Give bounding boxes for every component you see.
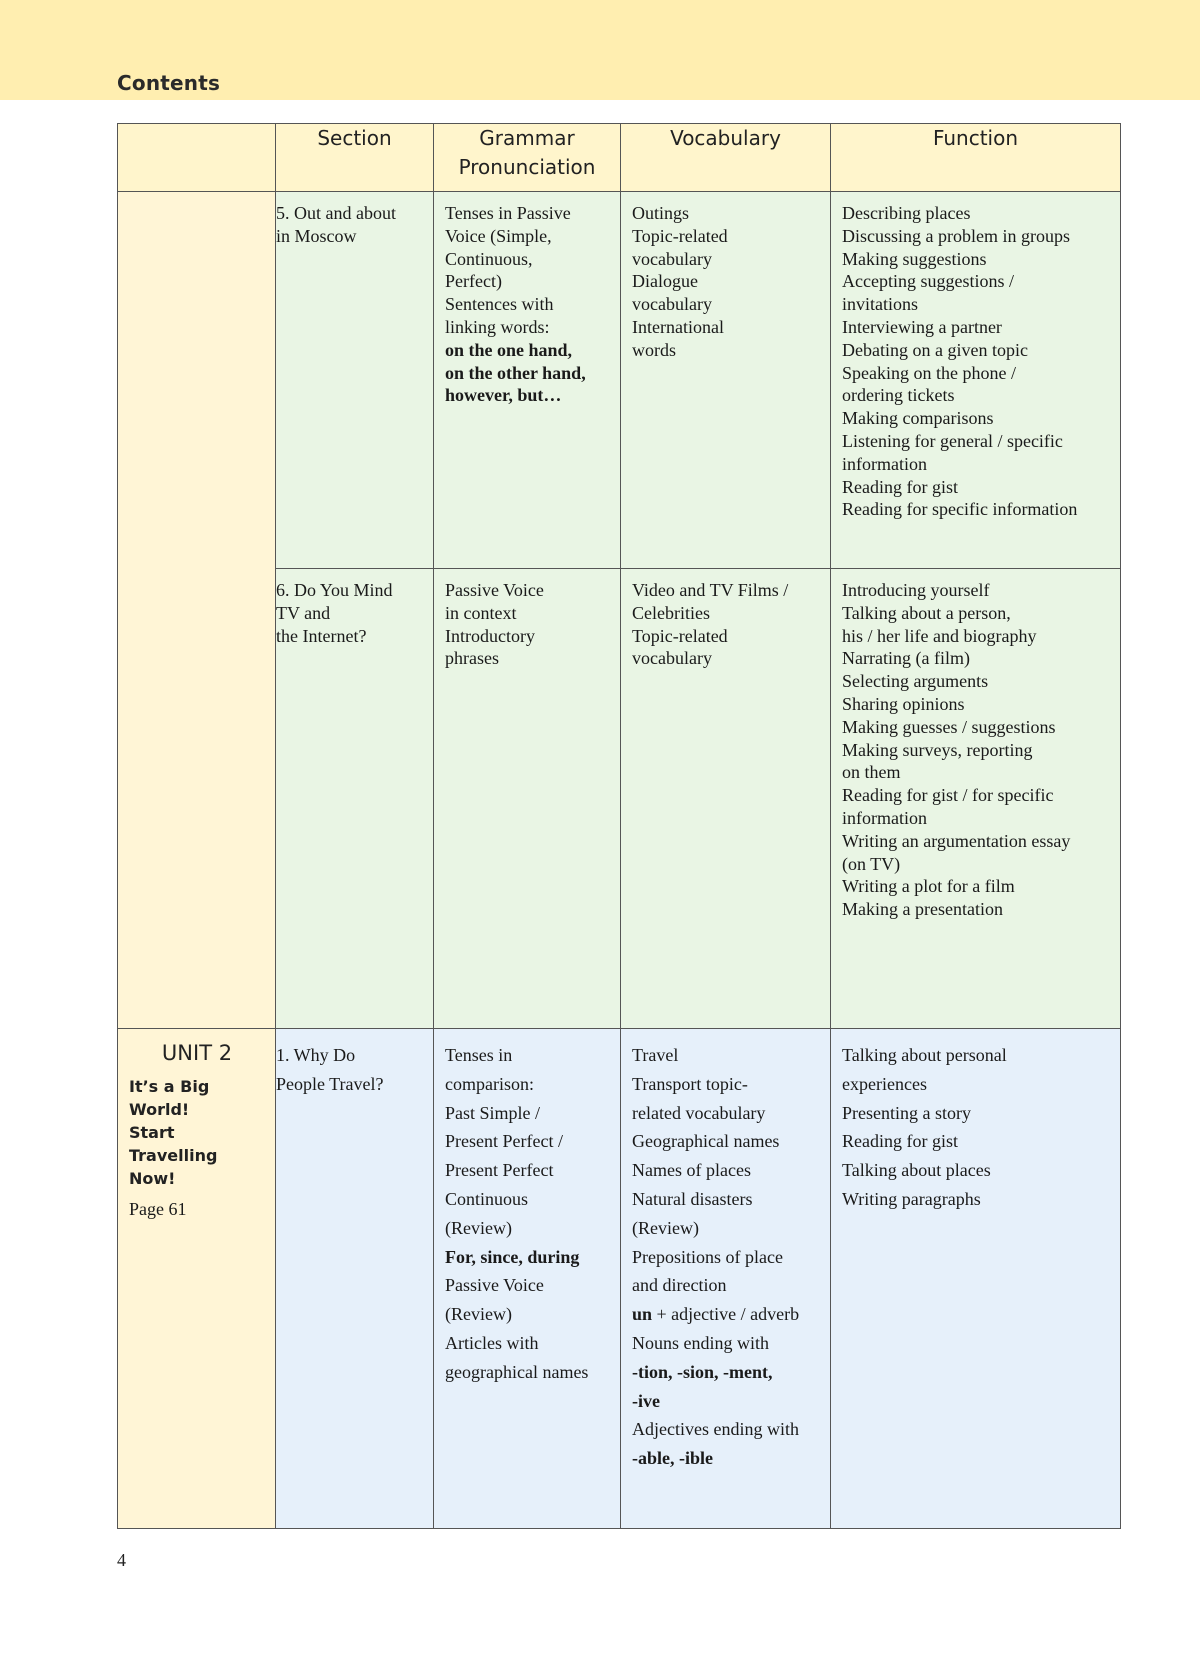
function-line: Listening for general / specific: [842, 430, 1063, 451]
column-header-section: Section: [276, 124, 434, 192]
grammar-line: Passive Voice: [445, 1275, 544, 1296]
vocabulary-line: [632, 1300, 820, 1329]
function-line: Presenting a story: [842, 1102, 971, 1123]
function-line: Writing an argumentation essay: [842, 830, 1071, 851]
function-line: Accepting suggestions /: [842, 271, 1014, 292]
vocabulary-line: Topic-related: [632, 225, 728, 246]
grammar-line: Continuous: [445, 1188, 529, 1209]
function-cell: [831, 192, 1121, 569]
vocabulary-line: vocabulary: [632, 248, 712, 269]
grammar-line: Continuous,: [445, 248, 533, 269]
vocabulary-line: Video and TV Films /: [632, 580, 789, 600]
vocabulary-line: Dialogue: [632, 271, 698, 292]
grammar-cell: [434, 1029, 621, 1529]
vocabulary-cell: [621, 569, 831, 1029]
column-header-function: Function: [831, 124, 1121, 192]
function-line: experiences: [842, 1073, 927, 1094]
page-header-title: Contents: [117, 71, 221, 95]
function-line: on them: [842, 762, 901, 783]
table-row: [118, 192, 1121, 569]
vocabulary-line-part: + adjective / adverb: [652, 1304, 800, 1325]
page-number: 4: [117, 1550, 126, 1570]
grammar-line: Present Perfect /: [445, 1131, 563, 1152]
function-line: Introducing yourself: [842, 580, 990, 600]
unit-subtitle: [129, 1075, 265, 1190]
function-line: Making a presentation: [842, 899, 1003, 920]
vocabulary-cell: [621, 192, 831, 569]
grammar-line: Introductory: [445, 625, 535, 646]
grammar-line: on the one hand,: [445, 339, 573, 360]
vocabulary-cell: [621, 1029, 831, 1529]
vocabulary-line: -tion, -sion, -ment,: [632, 1361, 773, 1382]
function-line: Writing a plot for a film: [842, 876, 1015, 897]
section-cell: [276, 192, 434, 569]
vocabulary-line: Adjectives ending with: [632, 1419, 799, 1440]
vocabulary-line: -ive: [632, 1390, 660, 1411]
grammar-line: Perfect): [445, 271, 502, 292]
function-line: Making suggestions: [842, 248, 987, 269]
function-line: Narrating (a film): [842, 648, 970, 669]
function-cell: [831, 569, 1121, 1029]
function-line: Speaking on the phone /: [842, 362, 1016, 383]
function-line: Talking about personal: [842, 1045, 1007, 1065]
vocabulary-line: Transport topic-: [632, 1073, 748, 1094]
function-line: his / her life and biography: [842, 625, 1037, 646]
function-line: Making comparisons: [842, 408, 994, 429]
grammar-line: Tenses in: [445, 1045, 513, 1065]
function-line: Talking about places: [842, 1160, 991, 1181]
grammar-line: (Review): [445, 1217, 512, 1238]
vocabulary-line: and direction: [632, 1275, 727, 1296]
column-header-grammar-line: Grammar: [479, 126, 575, 150]
column-header-vocabulary: Vocabulary: [621, 124, 831, 192]
grammar-line: Voice (Simple,: [445, 225, 552, 246]
section-line: in Moscow: [276, 225, 357, 246]
function-line: ordering tickets: [842, 385, 955, 406]
vocabulary-line: Outings: [632, 203, 690, 223]
vocabulary-line: Travel: [632, 1045, 679, 1065]
section-line: 6. Do You Mind: [276, 580, 393, 600]
table-row: [118, 1029, 1121, 1529]
function-line: Writing paragraphs: [842, 1188, 981, 1209]
unit2-cell: [118, 1029, 276, 1529]
unit-subtitle-line: Start Travelling: [129, 1123, 218, 1165]
function-line: information: [842, 807, 927, 828]
column-header-pronunciation-line: Pronunciation: [458, 155, 596, 179]
column-header-grammar: [434, 124, 621, 192]
grammar-line: Past Simple /: [445, 1102, 541, 1123]
function-line: Reading for gist / for specific: [842, 785, 1054, 806]
grammar-cell: [434, 569, 621, 1029]
grammar-line: Tenses in Passive: [445, 203, 571, 223]
vocabulary-line: Nouns ending with: [632, 1332, 769, 1353]
vocabulary-line-part: un: [632, 1304, 653, 1325]
function-cell: [831, 1029, 1121, 1529]
grammar-line: (Review): [445, 1304, 512, 1325]
function-line: information: [842, 453, 927, 474]
section-cell: [276, 569, 434, 1029]
grammar-line: linking words:: [445, 316, 550, 337]
grammar-line: Present Perfect: [445, 1160, 554, 1181]
vocabulary-line: vocabulary: [632, 294, 712, 315]
grammar-line: Passive Voice: [445, 580, 544, 600]
vocabulary-line: Prepositions of place: [632, 1246, 783, 1267]
vocabulary-line: Geographical names: [632, 1131, 780, 1152]
grammar-line: however, but…: [445, 385, 562, 406]
section-line: TV and: [276, 602, 331, 623]
grammar-line: in context: [445, 602, 517, 623]
unit-subtitle-line: Now!: [129, 1169, 176, 1188]
function-line: Talking about a person,: [842, 602, 1011, 623]
function-line: Describing places: [842, 203, 971, 223]
vocabulary-line: (Review): [632, 1217, 699, 1238]
grammar-line: on the other hand,: [445, 362, 586, 383]
grammar-line: comparison:: [445, 1073, 534, 1094]
vocabulary-line: related vocabulary: [632, 1102, 766, 1123]
unit-subtitle-line: It’s a Big World!: [129, 1077, 210, 1119]
section-line: 5. Out and about: [276, 203, 396, 223]
function-line: Reading for gist: [842, 476, 958, 497]
function-line: Reading for specific information: [842, 499, 1078, 520]
grammar-line: Sentences with: [445, 294, 554, 315]
grammar-line: phrases: [445, 648, 499, 669]
grammar-line: geographical names: [445, 1361, 589, 1382]
unit1-continuation-cell: [118, 192, 276, 1029]
section-line: People Travel?: [276, 1073, 384, 1094]
section-line: 1. Why Do: [276, 1045, 356, 1065]
vocabulary-line: Topic-related: [632, 625, 728, 646]
function-line: Reading for gist: [842, 1131, 958, 1152]
vocabulary-line: International: [632, 316, 724, 337]
section-cell: [276, 1029, 434, 1529]
vocabulary-line: Celebrities: [632, 602, 710, 623]
function-line: Sharing opinions: [842, 693, 965, 714]
function-line: Selecting arguments: [842, 671, 989, 692]
function-line: Debating on a given topic: [842, 339, 1028, 360]
grammar-line: Articles with: [445, 1332, 539, 1353]
vocabulary-line: words: [632, 339, 676, 360]
function-line: Making guesses / suggestions: [842, 716, 1056, 737]
vocabulary-line: vocabulary: [632, 648, 712, 669]
grammar-cell: [434, 192, 621, 569]
section-line: the Internet?: [276, 625, 367, 646]
function-line: Discussing a problem in groups: [842, 225, 1070, 246]
function-line: Making surveys, reporting: [842, 739, 1033, 760]
grammar-line: For, since, during: [445, 1246, 580, 1267]
function-line: (on TV): [842, 853, 901, 874]
unit-page-reference: Page 61: [129, 1199, 187, 1219]
vocabulary-line: -able, -ible: [632, 1448, 713, 1469]
function-line: invitations: [842, 294, 918, 315]
function-line: Interviewing a partner: [842, 316, 1002, 337]
unit-title: UNIT 2: [161, 1041, 233, 1065]
vocabulary-line: Natural disasters: [632, 1188, 753, 1209]
header-blank-cell: [118, 124, 276, 192]
vocabulary-line: Names of places: [632, 1160, 751, 1181]
contents-table: [117, 123, 1121, 1529]
